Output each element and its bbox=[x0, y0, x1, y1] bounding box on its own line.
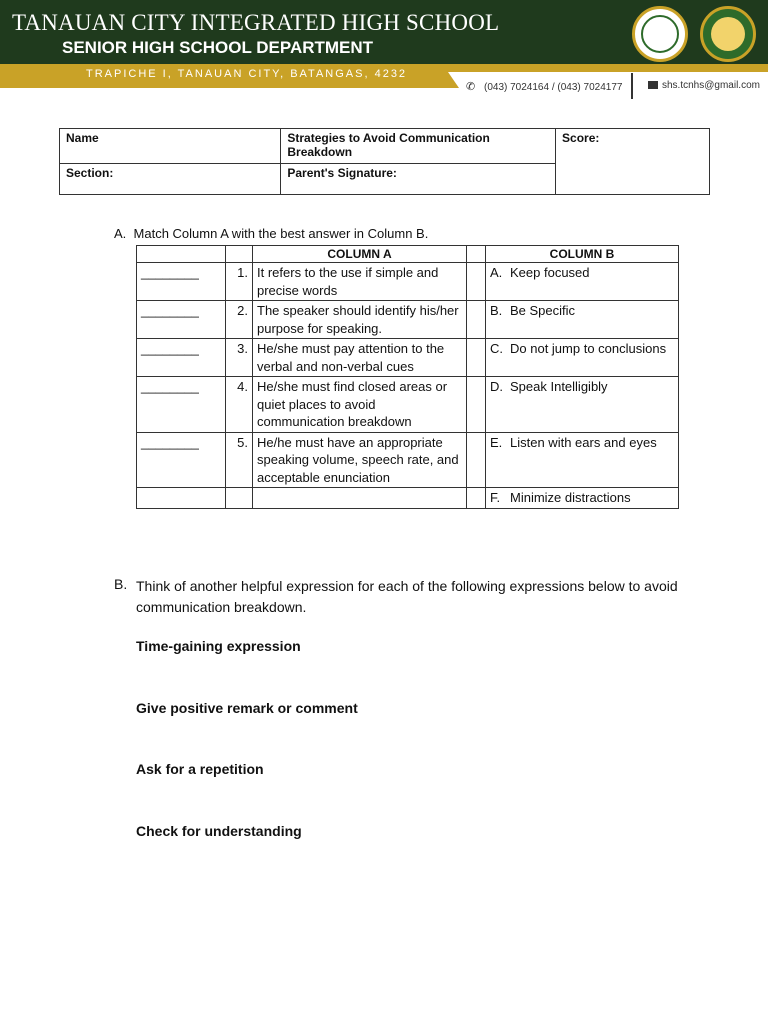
section-field[interactable]: Section: bbox=[60, 164, 281, 195]
column-a-header: COLUMN A bbox=[253, 246, 467, 263]
table-row: ________ 1. It refers to the use if simple and precise words A. Keep focused bbox=[137, 263, 679, 301]
city-seal-logo bbox=[700, 6, 756, 62]
phone-contact bbox=[466, 80, 622, 93]
school-logo bbox=[632, 6, 688, 62]
school-name: TANAUAN CITY INTEGRATED HIGH SCHOOL bbox=[12, 10, 500, 35]
answer-blank[interactable]: ________ bbox=[137, 432, 226, 488]
expression-positive-remark: Give positive remark or comment bbox=[136, 700, 358, 716]
email-contact bbox=[648, 80, 760, 91]
answer-blank[interactable]: ________ bbox=[137, 339, 226, 377]
mail-icon bbox=[648, 81, 658, 89]
column-b-header: COLUMN B bbox=[486, 246, 679, 263]
name-field[interactable]: Name bbox=[60, 129, 281, 164]
expression-check-understanding: Check for understanding bbox=[136, 823, 302, 839]
table-row: ________ 5. He/he must have an appropriate speaking volume, speech rate, and acceptable enunciation E. Listen with ears and eyes bbox=[137, 432, 679, 488]
table-row: ________ 2. The speaker should identify his/her purpose for speaking. B. Be Specific bbox=[137, 301, 679, 339]
table-row: F. Minimize distractions bbox=[137, 488, 679, 509]
contact-divider bbox=[631, 73, 633, 99]
answer-blank[interactable]: ________ bbox=[137, 377, 226, 433]
expression-repetition: Ask for a repetition bbox=[136, 761, 264, 777]
answer-blank[interactable]: ________ bbox=[137, 301, 226, 339]
email-address: shs.tcnhs@gmail.com bbox=[662, 80, 760, 91]
section-b-instruction: Think of another helpful expression for each of the following expressions below to avoid communication breakdown. bbox=[136, 578, 678, 615]
score-field[interactable]: Score: bbox=[556, 129, 710, 195]
section-b-letter: B. bbox=[114, 576, 128, 592]
student-info-table bbox=[59, 128, 710, 195]
answer-blank[interactable]: ________ bbox=[137, 263, 226, 301]
table-row: ________ 4. He/she must find closed areas or quiet places to avoid communication breakdown D. Speak Intelligibly bbox=[137, 377, 679, 433]
department-name: SENIOR HIGH SCHOOL DEPARTMENT bbox=[62, 38, 374, 57]
phone-number: (043) 7024164 / (043) 7024177 bbox=[484, 82, 623, 93]
worksheet-title: Strategies to Avoid Communication Breakdown bbox=[281, 129, 556, 164]
matching-table bbox=[136, 245, 679, 509]
section-a-instruction: A. Match Column A with the best answer in Column B. bbox=[114, 226, 429, 241]
table-row: ________ 3. He/she must pay attention to the verbal and non-verbal cues C. Do not jump to conclusions bbox=[137, 339, 679, 377]
parent-signature-field[interactable]: Parent's Signature: bbox=[281, 164, 556, 195]
expression-time-gaining: Time-gaining expression bbox=[136, 638, 301, 654]
phone-icon: ✆ bbox=[466, 81, 476, 93]
school-address: TRAPICHE I, TANAUAN CITY, BATANGAS, 4232 bbox=[86, 68, 408, 80]
